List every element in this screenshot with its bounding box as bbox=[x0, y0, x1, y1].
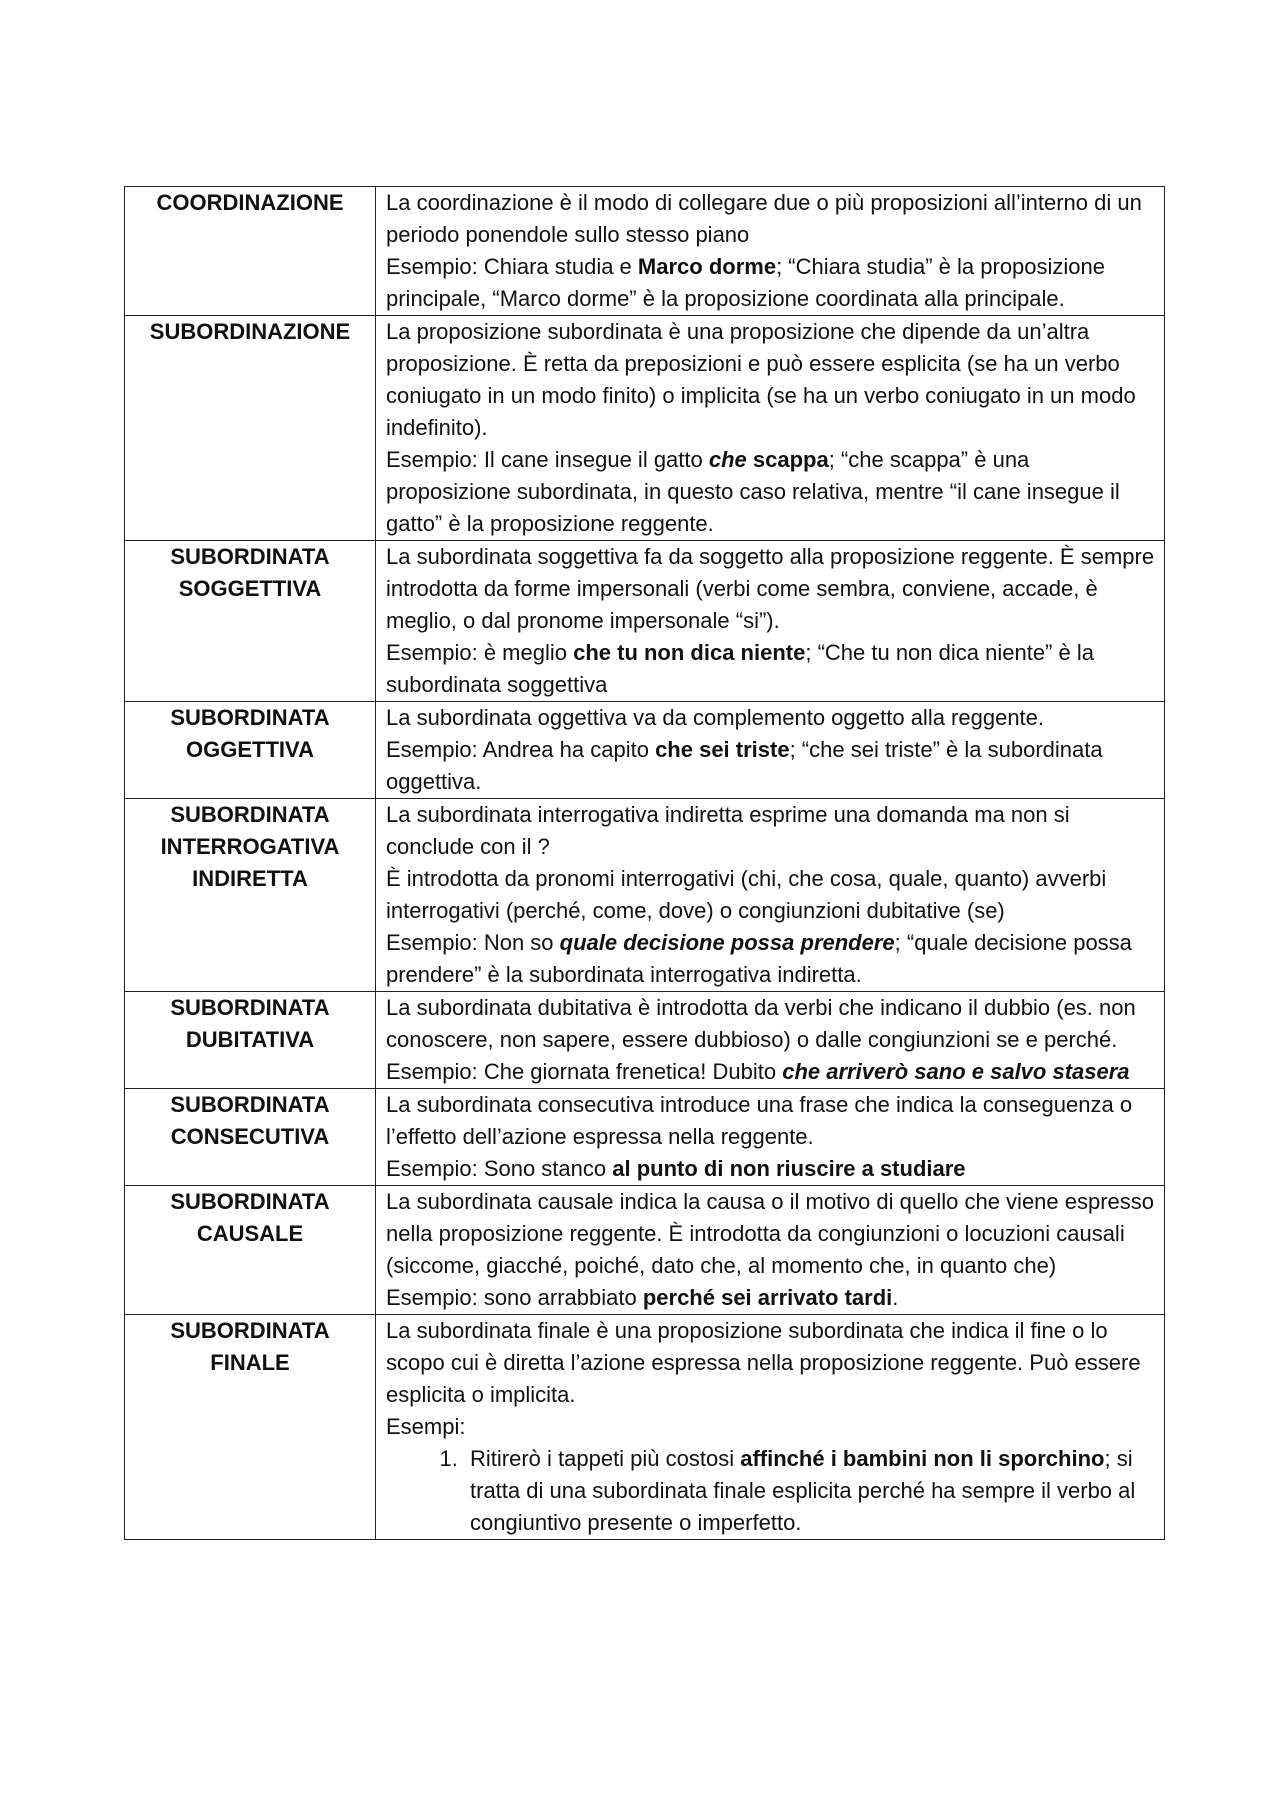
term-label: INTERROGATIVA bbox=[160, 834, 340, 859]
text-segment: La subordinata finale è una proposizione subordinata che indica il fine o lo scopo cui è diretta l’azione espressa nella proposizione reggente. Può essere esplicita o implicita. bbox=[386, 1318, 1141, 1407]
term-label: CONSECUTIVA bbox=[170, 1124, 330, 1149]
example-list bbox=[386, 1443, 1156, 1539]
definition-paragraph bbox=[386, 1411, 1156, 1443]
term-label: SUBORDINATA bbox=[170, 1189, 330, 1214]
grammar-table bbox=[124, 186, 1165, 1540]
definition-cell bbox=[376, 316, 1165, 541]
example-highlight: perché sei arrivato tardi bbox=[642, 1285, 893, 1310]
term-cell bbox=[125, 541, 376, 702]
table-row bbox=[125, 799, 1165, 992]
term-label: SUBORDINAZIONE bbox=[149, 319, 351, 344]
example-highlight: quale decisione possa prendere bbox=[559, 930, 895, 955]
text-segment: La subordinata causale indica la causa o il motivo di quello che viene espresso nella proposizione reggente. È introdotta da congiunzioni o locuzioni causali (siccome, giacché, poiché, dato che, al momento che, in quanto che) bbox=[386, 1189, 1155, 1278]
text-segment: ; si tratta di una subordinata finale esplicita perché ha sempre il verbo al congiuntivo presente o imperfetto. bbox=[470, 1446, 1136, 1535]
definition-paragraph bbox=[386, 799, 1156, 863]
definition-cell bbox=[376, 187, 1165, 316]
text-segment: Esempi: bbox=[386, 1414, 466, 1439]
text-segment: Esempio: Che giornata frenetica! Dubito bbox=[386, 1059, 783, 1084]
text-segment: ; “quale decisione possa prendere” è la subordinata interrogativa indiretta. bbox=[386, 930, 1132, 987]
definition-paragraph bbox=[386, 702, 1156, 734]
table-row bbox=[125, 316, 1165, 541]
definition-paragraph bbox=[386, 637, 1156, 701]
list-item bbox=[464, 1443, 1156, 1539]
term-label: SUBORDINATA bbox=[170, 705, 330, 730]
definition-paragraph bbox=[386, 187, 1156, 251]
table-row bbox=[125, 1186, 1165, 1315]
term-cell bbox=[125, 1089, 376, 1186]
definition-paragraph bbox=[386, 1089, 1156, 1153]
text-segment: Ritirerò i tappeti più costosi bbox=[470, 1446, 741, 1471]
text-segment: Esempio: Andrea ha capito bbox=[386, 737, 656, 762]
text-segment: La proposizione subordinata è una proposizione che dipende da un’altra proposizione. È retta da preposizioni e può essere esplicita (se ha un verbo coniugato in un modo finito) o implicita (se ha un verbo coniugato in un modo indefinito). bbox=[386, 319, 1136, 440]
text-segment: La subordinata consecutiva introduce una frase che indica la conseguenza o l’effetto dell’azione espressa nella reggente. bbox=[386, 1092, 1133, 1149]
definition-paragraph bbox=[386, 1153, 1156, 1185]
term-cell bbox=[125, 1315, 376, 1540]
definition-paragraph bbox=[386, 541, 1156, 637]
definition-paragraph bbox=[386, 992, 1156, 1056]
text-segment: Esempio: Non so bbox=[386, 930, 560, 955]
example-highlight: che arriverò sano e salvo stasera bbox=[782, 1059, 1130, 1084]
definition-cell bbox=[376, 1315, 1165, 1540]
term-label: FINALE bbox=[210, 1350, 290, 1375]
definition-cell bbox=[376, 799, 1165, 992]
term-cell bbox=[125, 1186, 376, 1315]
text-segment: Esempio: Il cane insegue il gatto bbox=[386, 447, 709, 472]
term-label: COORDINAZIONE bbox=[156, 190, 344, 215]
example-highlight: che bbox=[708, 447, 747, 472]
text-segment: ; “Chiara studia” è la proposizione principale, “Marco dorme” è la proposizione coordinata alla principale. bbox=[386, 254, 1106, 311]
example-highlight: affinché i bambini non li sporchino bbox=[740, 1446, 1105, 1471]
text-segment: ; “che sei triste” è la subordinata oggettiva. bbox=[386, 737, 1103, 794]
definition-paragraph bbox=[386, 1056, 1156, 1088]
term-cell bbox=[125, 702, 376, 799]
grammar-table-body bbox=[125, 187, 1165, 1540]
definition-paragraph bbox=[386, 444, 1156, 540]
text-segment: ; “che scappa” è una proposizione subordinata, in questo caso relativa, mentre “il cane insegue il gatto” è la proposizione reggente. bbox=[386, 447, 1120, 536]
term-cell bbox=[125, 187, 376, 316]
definition-paragraph bbox=[386, 927, 1156, 991]
table-row bbox=[125, 1089, 1165, 1186]
term-cell bbox=[125, 992, 376, 1089]
definition-paragraph bbox=[386, 734, 1156, 798]
table-row bbox=[125, 1315, 1165, 1540]
text-segment: Esempio: sono arrabbiato bbox=[386, 1285, 643, 1310]
definition-cell bbox=[376, 702, 1165, 799]
text-segment: La subordinata dubitativa è introdotta da verbi che indicano il dubbio (es. non conoscere, non sapere, essere dubbioso) o dalle congiunzioni se e perché. bbox=[386, 995, 1136, 1052]
definition-paragraph bbox=[386, 863, 1156, 927]
table-row bbox=[125, 702, 1165, 799]
text-segment: La subordinata oggettiva va da complemento oggetto alla reggente. bbox=[386, 705, 1045, 730]
definition-cell bbox=[376, 1186, 1165, 1315]
example-highlight: che tu non dica niente bbox=[573, 640, 806, 665]
example-highlight: scappa bbox=[746, 447, 829, 472]
example-highlight: Marco dorme bbox=[637, 254, 777, 279]
definition-paragraph bbox=[386, 1315, 1156, 1411]
term-cell bbox=[125, 799, 376, 992]
table-row bbox=[125, 541, 1165, 702]
definition-cell bbox=[376, 541, 1165, 702]
term-label: DUBITATIVA bbox=[185, 1027, 315, 1052]
text-segment: La subordinata soggettiva fa da soggetto alla proposizione reggente. È sempre introdotta da forme impersonali (verbi come sembra, conviene, accade, è meglio, o dal pronome impersonale “si”). bbox=[386, 544, 1155, 633]
definition-paragraph bbox=[386, 316, 1156, 444]
term-label: OGGETTIVA bbox=[186, 737, 314, 762]
term-label: SUBORDINATA bbox=[170, 1318, 330, 1343]
definition-paragraph bbox=[386, 251, 1156, 315]
term-label: SOGGETTIVA bbox=[178, 576, 322, 601]
definition-cell bbox=[376, 1089, 1165, 1186]
text-segment: . bbox=[892, 1285, 899, 1310]
definition-cell bbox=[376, 992, 1165, 1089]
term-label: SUBORDINATA bbox=[170, 1092, 330, 1117]
term-cell bbox=[125, 316, 376, 541]
text-segment: La subordinata interrogativa indiretta esprime una domanda ma non si conclude con il ? bbox=[386, 802, 1070, 859]
text-segment: Esempio: Sono stanco bbox=[386, 1156, 613, 1181]
term-label: SUBORDINATA bbox=[170, 802, 330, 827]
example-highlight: al punto di non riuscire a studiare bbox=[612, 1156, 966, 1181]
table-row bbox=[125, 187, 1165, 316]
definition-paragraph bbox=[386, 1186, 1156, 1282]
text-segment: ; “Che tu non dica niente” è la subordinata soggettiva bbox=[386, 640, 1094, 697]
text-segment: La coordinazione è il modo di collegare due o più proposizioni all’interno di un periodo ponendole sullo stesso piano bbox=[386, 190, 1142, 247]
term-label: SUBORDINATA bbox=[170, 544, 330, 569]
text-segment: Esempio: Chiara studia e bbox=[386, 254, 638, 279]
definition-paragraph bbox=[386, 1282, 1156, 1314]
text-segment: È introdotta da pronomi interrogativi (chi, che cosa, quale, quanto) avverbi interrogativi (perché, come, dove) o congiunzioni dubitative (se) bbox=[386, 866, 1107, 923]
example-highlight: che sei triste bbox=[655, 737, 790, 762]
term-label: CAUSALE bbox=[196, 1221, 304, 1246]
text-segment: Esempio: è meglio bbox=[386, 640, 574, 665]
term-label: SUBORDINATA bbox=[170, 995, 330, 1020]
term-label: INDIRETTA bbox=[192, 866, 308, 891]
table-row bbox=[125, 992, 1165, 1089]
